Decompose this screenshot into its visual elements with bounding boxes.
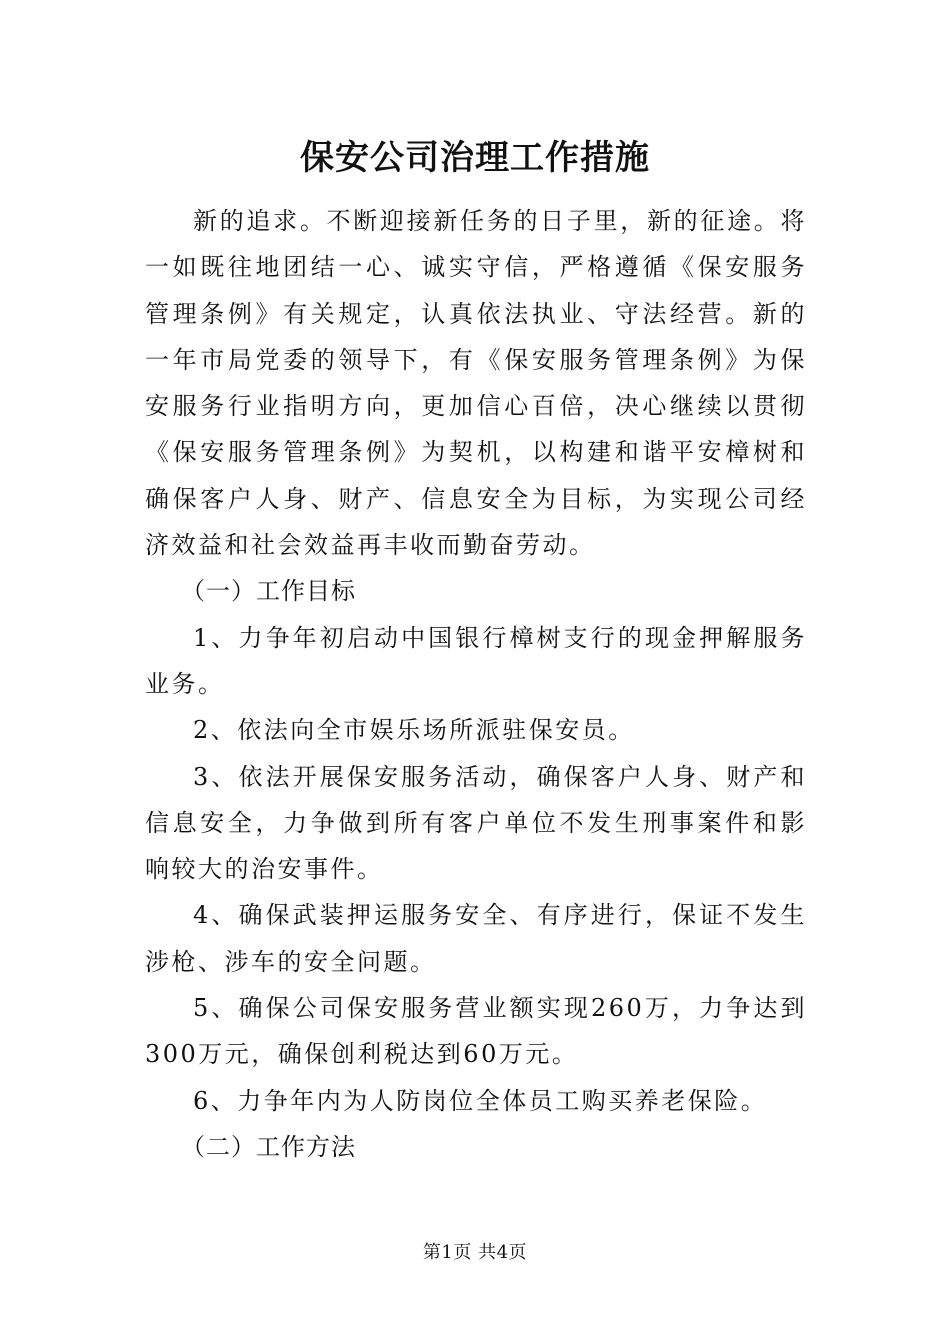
list-item: 1、力争年初启动中国银行樟树支行的现金押解服务业务。 [145, 623, 807, 698]
document-body [145, 198, 807, 1170]
page-number: 第1页 共4页 [422, 1242, 528, 1263]
list-item: 4、确保武装押运服务安全、有序进行，保证不发生涉枪、涉车的安全问题。 [145, 901, 807, 976]
section-heading: （二）工作方法 [181, 1132, 356, 1161]
document-title: 保安公司治理工作措施 [300, 138, 650, 178]
list-item: 3、依法开展保安服务活动，确保客户人身、财产和信息安全，力争做到所有客户单位不发生刑事案件和影响较大的治安事件。 [145, 762, 807, 884]
paragraph: 新的追求。不断迎接新任务的日子里，新的征途。将一如既往地团结一心、诚实守信，严格遵循《保安服务管理条例》有关规定，认真依法执业、守法经营。新的一年市局党委的领导下，有《保安服务管理条例》为保安服务行业指明方向，更加信心百倍，决心继续以贯彻《保安服务管理条例》为契机，以构建和谐平安樟树和确保客户人身、财产、信息安全为目标，为实现公司经济效益和社会效益再丰收而勤奋劳动。 [145, 207, 807, 560]
section-heading: （一）工作目标 [181, 577, 356, 606]
list-item: 2、依法向全市娱乐场所派驻保安员。 [193, 716, 635, 745]
list-item: 5、确保公司保安服务营业额实现260万，力争达到300万元，确保创利税达到60万元。 [145, 994, 807, 1069]
list-item: 6、力争年内为人防岗位全体员工购买养老保险。 [193, 1086, 768, 1115]
